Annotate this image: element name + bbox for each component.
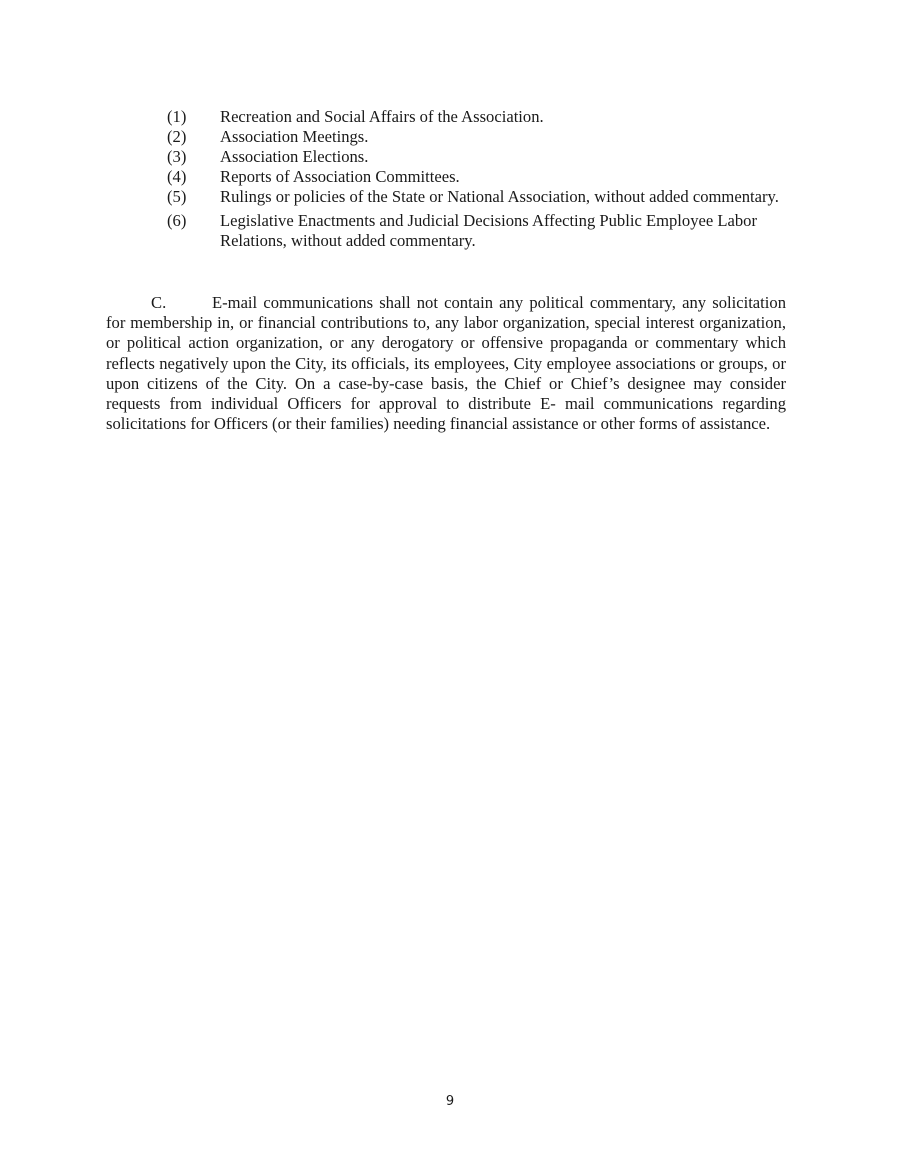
list-item [167,187,787,207]
paragraph-c [106,293,786,434]
list-item-text: Recreation and Social Affairs of the Association. [220,107,544,126]
list-item-text: Reports of Association Committees. [220,167,460,186]
list-item-number: (1) [167,107,187,126]
list-item-number: (6) [167,211,187,230]
list-item [167,107,787,127]
paragraph-text: E-mail communications shall not contain any political commentary, any solicitation for membership in, or financial contributions to, any labor organization, special interest organization, or political action organization, or any derogatory or offensive propaganda or commentary which reflects negatively upon the City, its officials, its employees, City employee associations or groups, or upon citizens of the City. On a case-by-case basis, the Chief or Chief’s designee may consider requests from individual Officers for approval to distribute E- mail communications regarding solicitations for Officers (or their families) needing financial assistance or other forms of assistance. [106,293,786,434]
list-item-text: Rulings or policies of the State or National Association, without added commentary. [220,187,779,206]
list-item-text: Legislative Enactments and Judicial Decisions Affecting Public Employee Labor Relations, without added commentary. [220,211,758,250]
list-item [167,147,787,167]
list-item-text: Association Elections. [220,147,369,166]
association-topics-list [167,107,787,251]
list-item-number: (2) [167,127,187,146]
list-item [167,127,787,147]
list-item-text: Association Meetings. [220,127,369,146]
list-item-number: (4) [167,167,187,186]
list-item-number: (3) [167,147,187,166]
page-number: 9 [445,1094,455,1109]
list-item-number: (5) [167,187,187,206]
list-item [167,211,787,251]
paragraph-label: C. [151,293,167,312]
list-item [167,167,787,187]
